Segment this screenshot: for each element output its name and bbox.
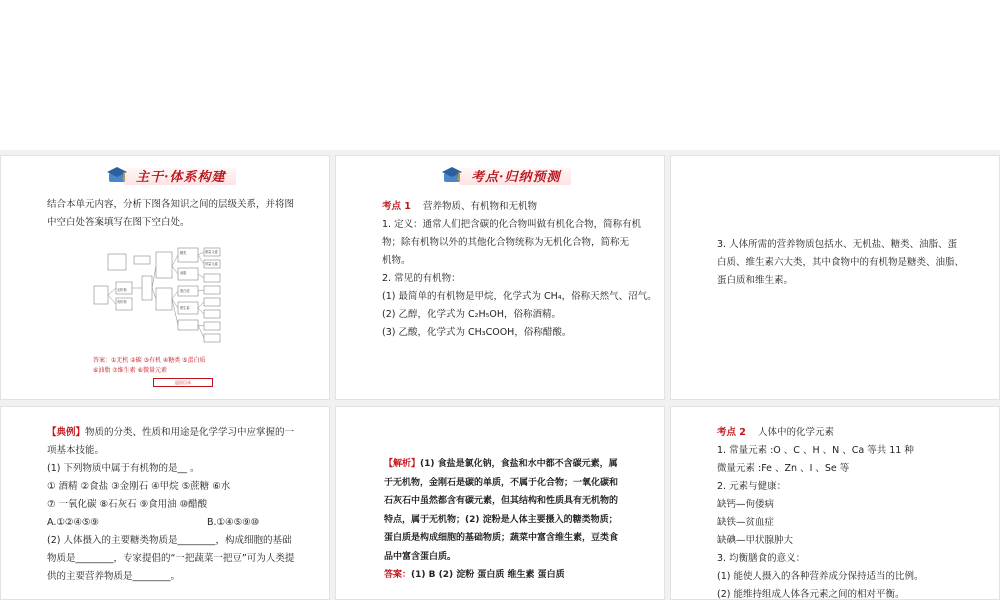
slide-body [717,424,923,600]
slide-thumbnail-4[interactable] [0,406,330,600]
body-line: 项基本技能。 [47,445,105,456]
diagram-label: 有机物 [117,300,127,304]
body-line: 蛋白质是构成细胞的基础物质；蔬菜中富含维生素，豆类食 [384,533,619,543]
return-button[interactable]: 返回目录 [153,378,213,387]
body-line: 物质是________，专家提倡的“一把蔬菜一把豆”可为人类提 [47,553,295,564]
body-line: 于无机物，金刚石是碳的单质，不属于化合物；一氧化碳和 [384,477,619,488]
slide-thumbnail-2[interactable] [335,155,665,400]
body-line: 1. 定义：通常人们把含碳的化合物叫做有机化合物，简称有机 [382,219,642,230]
body-line: 蛋白质和维生素。 [717,275,794,286]
body-line: 3. 人体所需的营养物质包括水、无机盐、糖类、油脂、蛋 [717,239,958,250]
body-line: (2) 人体摄入的主要糖类物质是________，构成细胞的基础 [47,535,292,546]
example-tag: 【典例】 [47,427,86,438]
body-line: (1) 能使人摄入的各种营养成分保持适当的比例。 [717,571,924,582]
body-line: (1) 最简单的有机物是甲烷，化学式为 CH₄，俗称天然气、沼气。 [382,291,657,302]
body-line: (2) 能维持组成人体各元素之间的相对平衡。 [717,589,905,600]
answer-block [93,356,206,376]
knowledge-structure-diagram [86,246,246,346]
topic-heading [717,424,923,442]
diagram-label: 维生素 [180,306,190,310]
answer-label: 答案： [384,570,412,580]
topic-title: 营养物质、有机物和无机物 [423,201,538,212]
body-line: 白质、维生素六大类，其中食物中的有机物是糖类、油脂、 [717,257,965,268]
solution-tag: 【解析】 [384,459,421,469]
body-text: (1) 食盐是氯化钠，食盐和水中都不含碳元素，属 [420,459,618,469]
choice-row [47,514,294,532]
body-line: 物；除有机物以外的其他化合物统称为无机化合物，简称无 [382,237,630,248]
diagram-label: 无机物 [117,288,127,292]
body-line: 1. 常量元素 :O 、C 、H 、N 、Ca 等共 11 种 [717,445,914,456]
slide-body [47,424,294,586]
intro-line: 中空白处答案填写在图下空白处。 [47,217,190,228]
body-line: 缺钙—佝偻病 [717,499,775,510]
intro-text [47,196,294,232]
answer-line: 答案：①无机 ②碳 ③有机 ④糖类 ⑤蛋白质 [93,357,206,364]
body-line: 微量元素 :Fe 、Zn 、I 、Se 等 [717,463,850,474]
body-line: ⑦ 一氧化碳 ⑧石灰石 ⑨食用油 ⑩醋酸 [47,499,208,510]
answer-line [384,566,659,585]
slide-thumbnail-3[interactable] [670,155,1000,400]
slide-body [382,198,657,342]
topic-heading [382,198,657,216]
body-line: (3) 乙酸，化学式为 CH₃COOH，俗称醋酸。 [382,327,572,338]
answer-text: (1) B (2) 淀粉 蛋白质 维生素 蛋白质 [411,570,565,580]
body-line [47,424,294,442]
slide-thumbnail-6[interactable] [670,406,1000,600]
diagram-label: 油脂 [180,271,187,275]
body-line: 特点，属于无机物；(2) 淀粉是人体主要摄入的糖类物质； [384,514,618,525]
diagram-label: 常量元素 [205,262,218,266]
slide-thumbnail-5[interactable] [335,406,665,600]
body-line: 2. 元素与健康： [717,481,787,492]
section-banner [441,162,571,188]
slide-body [717,236,964,290]
body-line: 3. 均衡膳食的意义： [717,553,806,564]
banner-title: 考点·归纳预测 [471,170,561,185]
banner-title: 主干·体系构建 [136,170,226,185]
body-line: (2) 乙醇，化学式为 C₂H₅OH，俗称酒精。 [382,309,562,320]
topic-title: 人体中的化学元素 [758,427,835,438]
body-line: 品中富含蛋白质。 [384,551,457,562]
top-blank-area [0,0,1000,150]
diagram-label: 微量元素 [205,250,218,254]
body-line: ① 酒精 ②食盐 ③金刚石 ④甲烷 ⑤蔗糖 ⑥水 [47,481,231,492]
body-line: 石灰石中虽然都含有碳元素，但其结构和性质具有无机物的 [384,496,619,506]
body-line: 2. 常见的有机物： [382,273,461,284]
body-line: 缺碘—甲状腺肿大 [717,535,794,546]
body-line [384,455,659,474]
solution-block [384,455,659,585]
topic-label: 考点 2 [717,427,746,438]
body-line: 缺铁—贫血症 [717,517,775,528]
graduation-cap-icon [106,164,128,184]
body-line: (1) 下列物质中属于有机物的是__ 。 [47,463,200,474]
answer-line: ⑥油脂 ⑦维生素 ⑧微量元素 [93,367,167,374]
diagram-label: 糖类 [180,251,187,255]
choice-b: B.①④⑤⑨⑩ [207,517,260,528]
section-banner [106,162,236,188]
topic-label: 考点 1 [382,201,411,212]
slide-thumbnail-1[interactable] [0,155,330,400]
body-text: 物质的分类、性质和用途是化学学习中应掌握的一 [85,427,295,438]
body-line: 供的主要营养物质是________。 [47,571,181,582]
body-line: 机物。 [382,255,411,266]
graduation-cap-icon [441,164,463,184]
diagram-label: 蛋白质 [180,289,190,293]
choice-a: A.①②④⑤⑨ [47,517,99,528]
intro-line: 结合本单元内容，分析下图各知识之间的层级关系，并将图 [47,199,295,210]
